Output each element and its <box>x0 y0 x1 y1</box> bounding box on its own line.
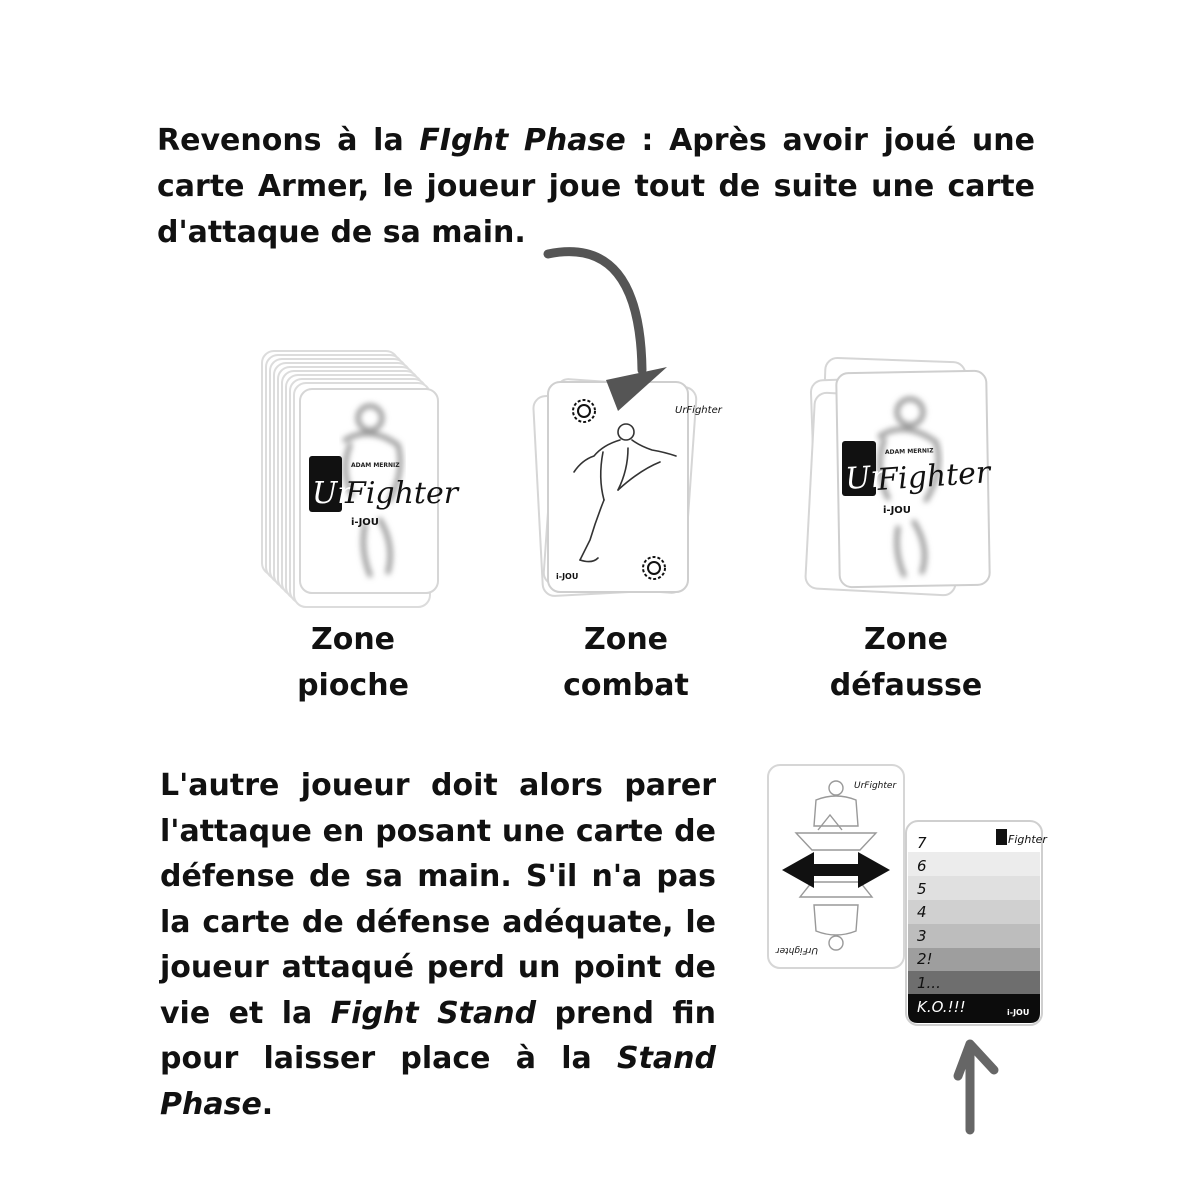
fight-stand-term: Fight Stand <box>330 995 537 1031</box>
body-text-2: prend fin pour laisser place à la <box>160 995 716 1076</box>
intro-text-1: Revenons à la <box>157 123 420 158</box>
life-card-publisher: i-JOU <box>1007 1008 1030 1017</box>
card-author: ADAM MERNIZ <box>884 447 934 456</box>
card-publisher: i-JOU <box>556 572 579 581</box>
logo-ur: Ur <box>844 459 887 497</box>
card-author: ADAM MERNIZ <box>351 462 400 469</box>
life-card-logo: Fighter <box>1008 833 1047 846</box>
stand-phase-term: Stand Phase <box>160 1041 716 1122</box>
zone-defausse-label <box>786 617 1026 709</box>
publisher-logo: i-JOU <box>883 505 911 516</box>
publisher-logo: i-JOU <box>351 517 379 528</box>
body-text-3: . <box>261 1086 274 1122</box>
fight-phase-term: FIght Phase <box>419 123 626 158</box>
life-level-1: 1... <box>917 974 941 992</box>
life-level-4: 4 <box>917 903 927 921</box>
life-card <box>906 821 1048 1025</box>
zone-label-line1: Zone <box>583 622 669 657</box>
body-text-1: L'autre joueur doit alors parer l'attaque en posant une carte de défense de sa main. S'il n'a pas la carte de défense adéquate, le joueur attaqué perd un point de vie et la <box>160 768 716 1031</box>
defense-paragraph <box>160 763 716 1127</box>
zone-label-line2: pioche <box>297 668 409 703</box>
life-level-ko: K.O.!!! <box>917 998 966 1016</box>
zone-label-line2: combat <box>563 668 689 703</box>
card-logo-small-inverted: UrFighter <box>775 945 818 955</box>
life-level-5: 5 <box>917 880 927 898</box>
logo-fighter: Fighter <box>345 476 459 511</box>
zone-combat-label <box>506 617 746 709</box>
zone-label-line1: Zone <box>863 622 949 657</box>
card-logo-small: UrFighter <box>854 781 897 791</box>
life-level-7: 7 <box>917 834 927 852</box>
logo-ur: Ur <box>312 476 352 511</box>
zone-label-line2: défausse <box>829 668 983 703</box>
life-level-2: 2! <box>917 950 933 968</box>
zone-pioche-label <box>233 617 473 709</box>
draw-pile <box>262 351 460 607</box>
discard-pile <box>805 358 993 596</box>
zone-label-line1: Zone <box>310 622 396 657</box>
combat-zone-cards <box>533 378 723 596</box>
intro-text-2: : Après avoir joué une carte Armer, le joueur joue tout de suite une carte d'attaque de sa main. <box>157 123 1035 250</box>
attack-card <box>548 382 688 592</box>
defense-card <box>768 765 904 968</box>
card-logo-small: UrFighter <box>675 405 722 416</box>
life-level-6: 6 <box>917 857 927 875</box>
life-level-3: 3 <box>917 927 927 945</box>
logo-fighter: Fighter <box>876 455 992 498</box>
arrow-up-icon <box>958 1044 994 1130</box>
